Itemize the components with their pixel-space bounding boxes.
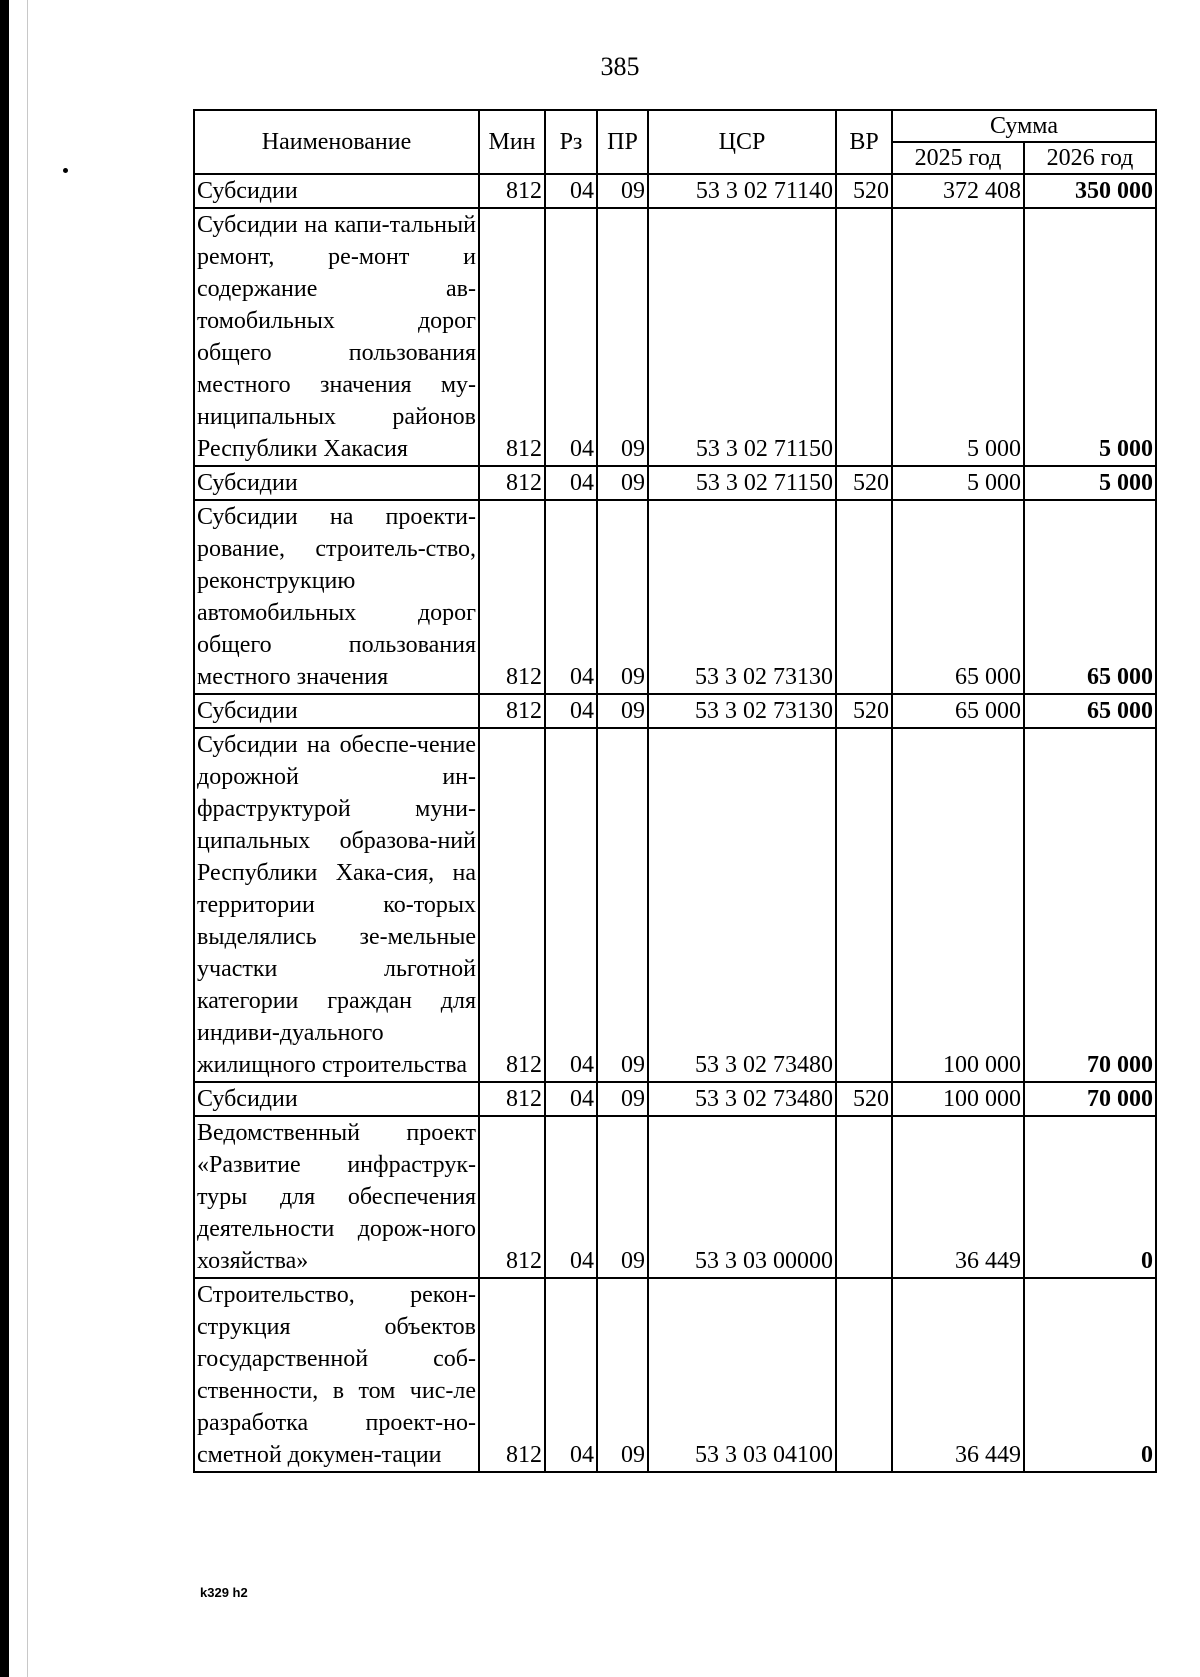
row-amount-2026: 65 000	[1024, 500, 1156, 694]
row-vr: 520	[836, 1082, 892, 1116]
row-name: Строительство, рекон-струкция объектов государственной соб-ственности, в том чис-ле разработка проект-но-сметной докумен-тации	[194, 1278, 479, 1472]
row-name: Субсидии	[194, 466, 479, 500]
row-amount-2025: 100 000	[892, 1082, 1024, 1116]
row-amount-2026: 5 000	[1024, 208, 1156, 466]
row-rz: 04	[545, 174, 597, 208]
header-sum: Сумма	[892, 110, 1156, 142]
row-amount-2026: 0	[1024, 1278, 1156, 1472]
row-amount-2025: 5 000	[892, 466, 1024, 500]
table-row	[194, 694, 1156, 728]
header-year-2025: 2025 год	[892, 142, 1024, 174]
row-csr: 53 3 02 73480	[648, 1082, 836, 1116]
header-year-2026: 2026 год	[1024, 142, 1156, 174]
row-min: 812	[479, 1278, 545, 1472]
row-csr: 53 3 03 04100	[648, 1278, 836, 1472]
row-name: Субсидии	[194, 694, 479, 728]
table-row	[194, 1278, 1156, 1472]
row-min: 812	[479, 500, 545, 694]
row-name: Ведомственный проект «Развитие инфраструк-туры для обеспечения деятельности дорож-ного хозяйства»	[194, 1116, 479, 1278]
row-amount-2025: 36 449	[892, 1116, 1024, 1278]
row-csr: 53 3 02 73130	[648, 694, 836, 728]
scan-edge-line	[27, 0, 28, 1677]
row-min: 812	[479, 208, 545, 466]
row-rz: 04	[545, 728, 597, 1082]
row-min: 812	[479, 694, 545, 728]
row-vr: 520	[836, 694, 892, 728]
row-csr: 53 3 02 71150	[648, 208, 836, 466]
header-pr: ПР	[597, 110, 648, 174]
budget-table	[193, 109, 1157, 1473]
row-amount-2026: 65 000	[1024, 694, 1156, 728]
row-rz: 04	[545, 500, 597, 694]
header-rz: Рз	[545, 110, 597, 174]
row-pr: 09	[597, 466, 648, 500]
row-name: Субсидии на капи-тальный ремонт, ре-монт и содержание ав-томобильных дорог общего пользования местного значения му-ниципальных районов Республики Хакасия	[194, 208, 479, 466]
row-min: 812	[479, 1116, 545, 1278]
row-pr: 09	[597, 1116, 648, 1278]
row-pr: 09	[597, 208, 648, 466]
row-name: Субсидии на проекти-рование, строитель-ство, реконструкцию автомобильных дорог общего пользования местного значения	[194, 500, 479, 694]
footer-code: k329 h2	[200, 1585, 248, 1600]
scan-dot	[63, 168, 68, 173]
row-amount-2026: 5 000	[1024, 466, 1156, 500]
table-row	[194, 1116, 1156, 1278]
row-amount-2025: 372 408	[892, 174, 1024, 208]
row-min: 812	[479, 728, 545, 1082]
row-name: Субсидии	[194, 1082, 479, 1116]
scan-edge	[0, 0, 9, 1677]
row-name: Субсидии на обеспе-чение дорожной ин-фраструктурой муни-ципальных образова-ний Республики Хака-сия, на территории ко-торых выделялись зе-мельные участки льготной категории граждан для индиви-дуального жилищного строительства	[194, 728, 479, 1082]
row-csr: 53 3 02 73480	[648, 728, 836, 1082]
table-row	[194, 466, 1156, 500]
header-min: Мин	[479, 110, 545, 174]
row-min: 812	[479, 466, 545, 500]
header-csr: ЦСР	[648, 110, 836, 174]
table-row	[194, 174, 1156, 208]
header-name: Наименование	[194, 110, 479, 174]
table-row	[194, 728, 1156, 1082]
row-pr: 09	[597, 728, 648, 1082]
row-amount-2026: 0	[1024, 1116, 1156, 1278]
row-rz: 04	[545, 208, 597, 466]
row-amount-2025: 65 000	[892, 694, 1024, 728]
row-pr: 09	[597, 174, 648, 208]
row-vr	[836, 728, 892, 1082]
row-csr: 53 3 02 73130	[648, 500, 836, 694]
row-vr: 520	[836, 174, 892, 208]
row-pr: 09	[597, 1278, 648, 1472]
row-csr: 53 3 03 00000	[648, 1116, 836, 1278]
row-rz: 04	[545, 694, 597, 728]
row-name: Субсидии	[194, 174, 479, 208]
table-row	[194, 208, 1156, 466]
table-header	[194, 110, 1156, 174]
row-pr: 09	[597, 1082, 648, 1116]
row-rz: 04	[545, 1278, 597, 1472]
table-row	[194, 500, 1156, 694]
row-min: 812	[479, 174, 545, 208]
row-rz: 04	[545, 1082, 597, 1116]
row-amount-2026: 350 000	[1024, 174, 1156, 208]
row-amount-2025: 100 000	[892, 728, 1024, 1082]
table-row	[194, 1082, 1156, 1116]
row-vr	[836, 1278, 892, 1472]
row-amount-2025: 65 000	[892, 500, 1024, 694]
row-amount-2025: 5 000	[892, 208, 1024, 466]
row-pr: 09	[597, 694, 648, 728]
row-rz: 04	[545, 1116, 597, 1278]
row-vr	[836, 1116, 892, 1278]
row-csr: 53 3 02 71150	[648, 466, 836, 500]
row-vr	[836, 208, 892, 466]
row-min: 812	[479, 1082, 545, 1116]
table-body	[194, 174, 1156, 1472]
row-vr	[836, 500, 892, 694]
row-amount-2026: 70 000	[1024, 1082, 1156, 1116]
row-amount-2025: 36 449	[892, 1278, 1024, 1472]
header-vr: ВР	[836, 110, 892, 174]
row-csr: 53 3 02 71140	[648, 174, 836, 208]
row-rz: 04	[545, 466, 597, 500]
page-number: 385	[600, 52, 640, 81]
row-amount-2026: 70 000	[1024, 728, 1156, 1082]
row-pr: 09	[597, 500, 648, 694]
row-vr: 520	[836, 466, 892, 500]
